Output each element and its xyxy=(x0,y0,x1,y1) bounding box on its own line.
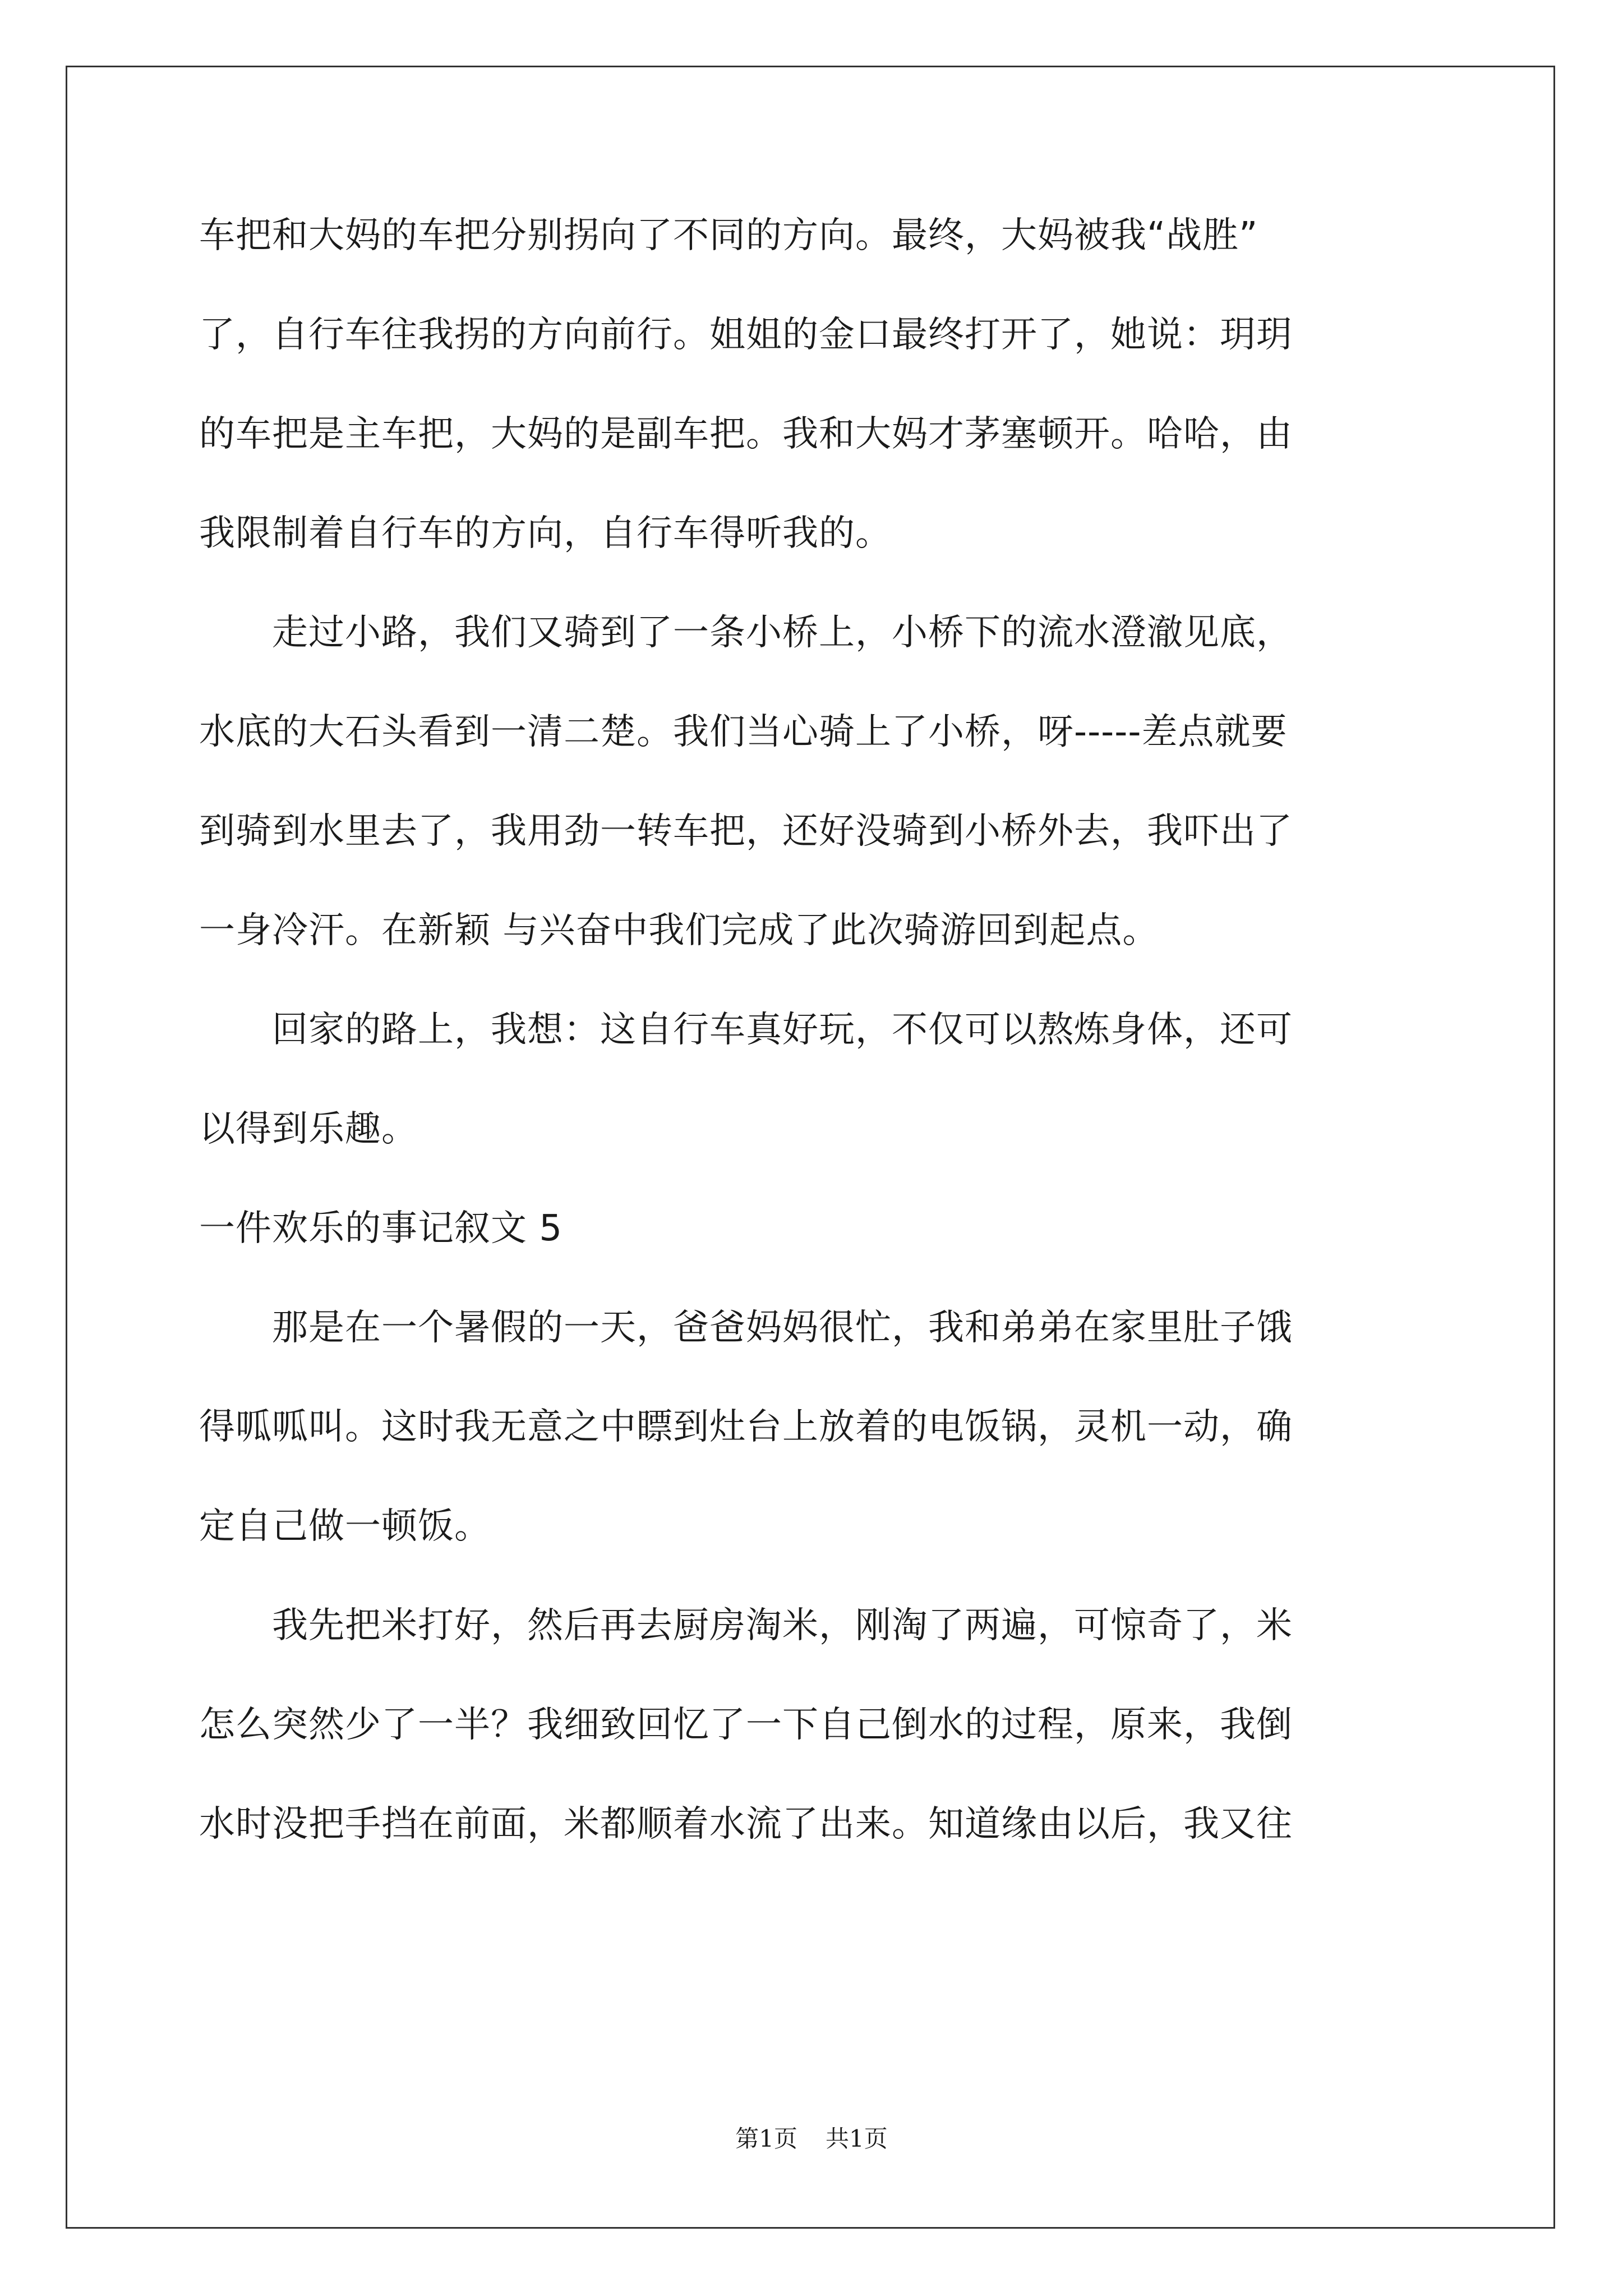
text-line: 水时没把手挡在前面，米都顺着水流了出来。知道缘由以后，我又往 xyxy=(199,1803,1293,1845)
text-line: 得呱呱叫。这时我无意之中瞟到灶台上放着的电饭锅，灵机一动，确 xyxy=(199,1406,1293,1448)
text-line: 回家的路上，我想：这自行车真好玩，不仅可以熬炼身体，还可 xyxy=(199,1009,1293,1051)
text-line: 那是在一个暑假的一天，爸爸妈妈很忙，我和弟弟在家里肚子饿 xyxy=(199,1307,1293,1349)
section-heading: 一件欢乐的事记叙文 5 xyxy=(199,1208,563,1249)
text-line: 我先把米打好，然后再去厨房淘米，刚淘了两遍，可惊奇了，米 xyxy=(199,1605,1293,1646)
page-footer xyxy=(0,2125,1623,2153)
text-line: 以得到乐趣。 xyxy=(199,1108,418,1150)
text-line: 怎么突然少了一半？我细致回忆了一下自己倒水的过程，原来，我倒 xyxy=(199,1704,1293,1746)
text-line: 我限制着自行车的方向，自行车得听我的。 xyxy=(199,513,892,554)
text-line: 到骑到水里去了，我用劲一转车把，还好没骑到小桥外去，我吓出了 xyxy=(199,811,1293,852)
text-line: 了，自行车往我拐的方向前行。姐姐的金口最终打开了，她说：玥玥 xyxy=(199,314,1293,356)
text-line: 定自己做一顿饭。 xyxy=(199,1506,491,1547)
text-line: 一身冷汗。在新颖 与兴奋中我们完成了此次骑游回到起点。 xyxy=(199,910,1159,951)
text-line: 的车把是主车把，大妈的是副车把。我和大妈才茅塞顿开。哈哈，由 xyxy=(199,413,1293,455)
text-line: 水底的大石头看到一清二楚。我们当心骑上了小桥，呀-----差点就要 xyxy=(199,711,1288,753)
text-line: 车把和大妈的车把分别拐向了不同的方向。最终，大妈被我“战胜” xyxy=(199,215,1258,256)
page-number-total: 共1页 xyxy=(826,2125,888,2152)
page-number-current: 第1页 xyxy=(735,2125,797,2152)
text-line: 走过小路，我们又骑到了一条小桥上，小桥下的流水澄澈见底， xyxy=(199,612,1293,654)
